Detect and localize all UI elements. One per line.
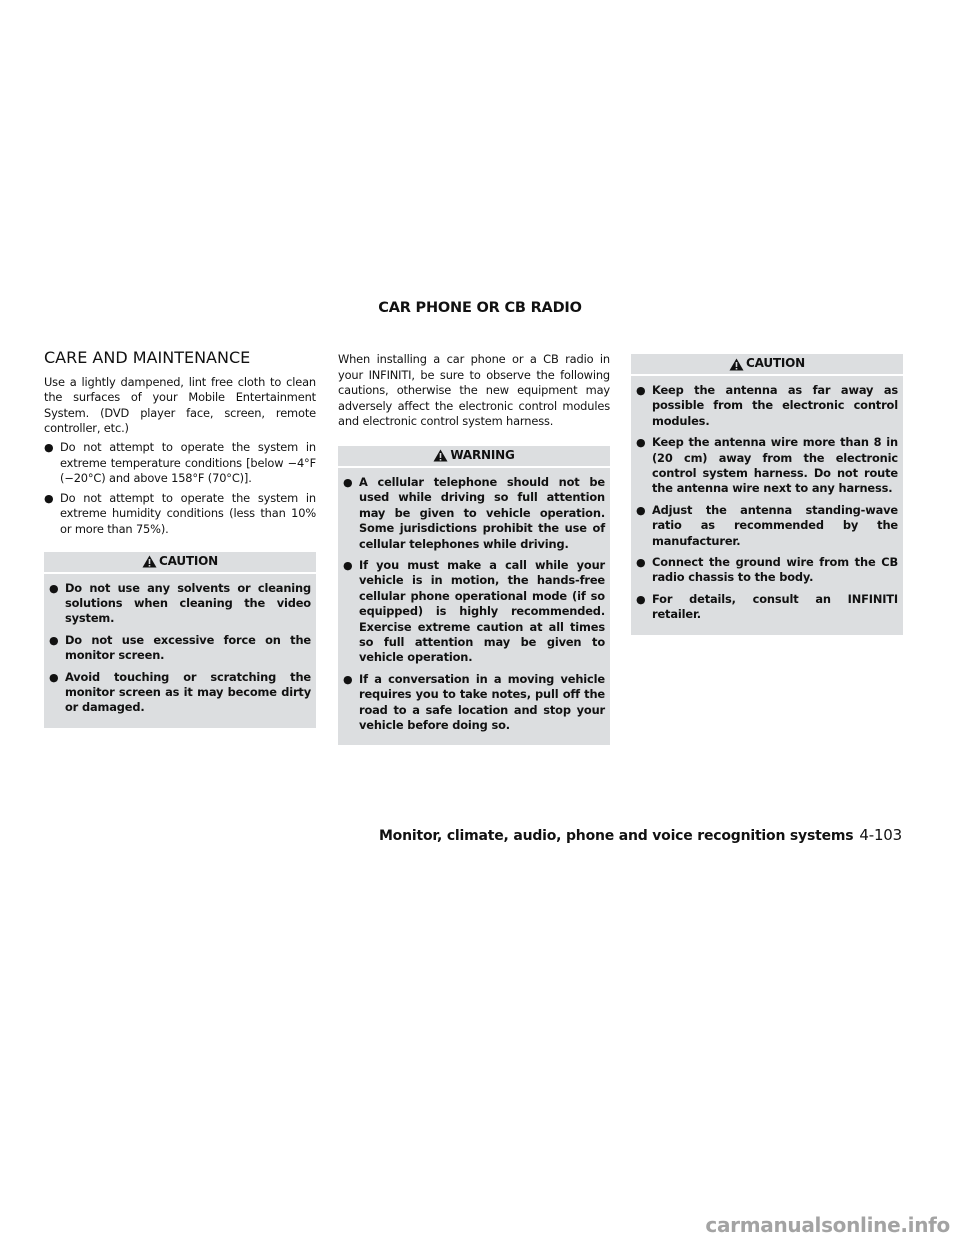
caution-label: CAUTION (746, 356, 805, 371)
column-care-maintenance (44, 350, 316, 728)
bullet-icon: ● (343, 672, 353, 686)
bullet-icon: ● (636, 436, 646, 450)
bullet-icon: ● (636, 503, 646, 517)
caution-list (631, 376, 903, 623)
list-item (343, 672, 605, 734)
page-number: 4-103 (859, 826, 902, 844)
care-maintenance-title: CARE AND MAINTENANCE (44, 348, 251, 367)
list-item (49, 633, 311, 664)
warning-list (338, 468, 610, 734)
caution-text: Adjust the antenna standing-wave ratio as recommended by the manufacturer. (652, 502, 898, 548)
caution-list (44, 574, 316, 716)
list-item (44, 491, 316, 538)
warning-triangle-icon (433, 449, 448, 462)
list-item (636, 555, 898, 586)
column-phone-caution (631, 354, 903, 635)
list-item (343, 475, 605, 552)
column-phone-warning (338, 352, 610, 745)
caution-text: Keep the antenna as far away as possible from the electronic control modules. (652, 383, 898, 428)
warning-text: A cellular telephone should not be used while driving so full attention may be given to vehicle operation. Some jurisdictions prohibit the use of cellular telephones while driving. (359, 474, 605, 551)
bullet-icon: ● (343, 559, 353, 572)
list-item (636, 435, 898, 497)
bullet-icon: ● (44, 440, 54, 454)
list-item (343, 558, 605, 666)
caution-heading (631, 354, 903, 376)
bullet-icon: ● (49, 670, 59, 684)
list-item (636, 503, 898, 549)
caution-text: Do not use excessive force on the monitor screen. (65, 632, 311, 663)
care-intro: Use a lightly dampened, lint free cloth to clean the surfaces of your Mobile Entertainment System. (DVD player face, screen, remote controller, etc.) (44, 374, 316, 436)
list-item (636, 383, 898, 429)
phone-intro: When installing a car phone or a CB radio in your INFINITI, be sure to observe the following cautions, otherwise the new equipment may adversely affect the electronic control modules and electronic control system harness. (338, 352, 610, 429)
warning-heading (338, 446, 610, 468)
section-header: CAR PHONE OR CB RADIO (378, 300, 582, 316)
warning-box (338, 446, 610, 746)
caution-text: Avoid touching or scratching the monitor screen as it may become dirty or damaged. (65, 669, 311, 715)
caution-text: Connect the ground wire from the CB radio chassis to the body. (652, 555, 898, 585)
warning-label: WARNING (450, 448, 515, 463)
warning-triangle-icon (729, 358, 744, 371)
bullet-text: Do not attempt to operate the system in extreme temperature conditions [below −4°F (−20°C) and above 158°F (70°C)]. (60, 439, 316, 486)
page-footer (379, 826, 902, 844)
watermark-link[interactable]: carmanualsonline.info (705, 1213, 950, 1237)
caution-box-phone (631, 354, 903, 635)
bullet-icon: ● (636, 556, 646, 570)
bullet-text: Do not attempt to operate the system in extreme humidity conditions (less than 10% or more than 75%). (60, 490, 316, 536)
list-item (44, 440, 316, 487)
caution-heading (44, 552, 316, 574)
warning-text: If a conversation in a moving vehicle requires you to take notes, pull off the road to a safe location and stop your vehicle before doing so. (359, 671, 605, 733)
chapter-title: Monitor, climate, audio, phone and voice recognition systems (378, 828, 854, 844)
caution-text: Do not use any solvents or cleaning solutions when cleaning the video system. (65, 580, 311, 626)
care-bullet-list (44, 440, 316, 538)
bullet-icon: ● (49, 581, 59, 595)
warning-triangle-icon (142, 555, 157, 568)
list-item (49, 670, 311, 716)
bullet-icon: ● (343, 475, 353, 489)
caution-text: Keep the antenna wire more than 8 in (20 cm) away from the electronic control system harness. Do not route the antenna wire next to any harness. (652, 435, 898, 496)
bullet-icon: ● (44, 491, 54, 505)
list-item (49, 581, 311, 627)
caution-label: CAUTION (159, 553, 218, 568)
bullet-icon: ● (636, 384, 646, 397)
list-item (636, 592, 898, 623)
caution-box-care (44, 552, 316, 728)
bullet-icon: ● (49, 633, 59, 647)
bullet-icon: ● (636, 592, 646, 606)
warning-text: If you must make a call while your vehicle is in motion, the hands-free cellular phone operational mode (if so equipped) is highly recommended. Exercise extreme caution at all times so full attention may be given to vehicle operation. (359, 558, 605, 665)
caution-text: For details, consult an INFINITI retailer. (652, 591, 898, 622)
